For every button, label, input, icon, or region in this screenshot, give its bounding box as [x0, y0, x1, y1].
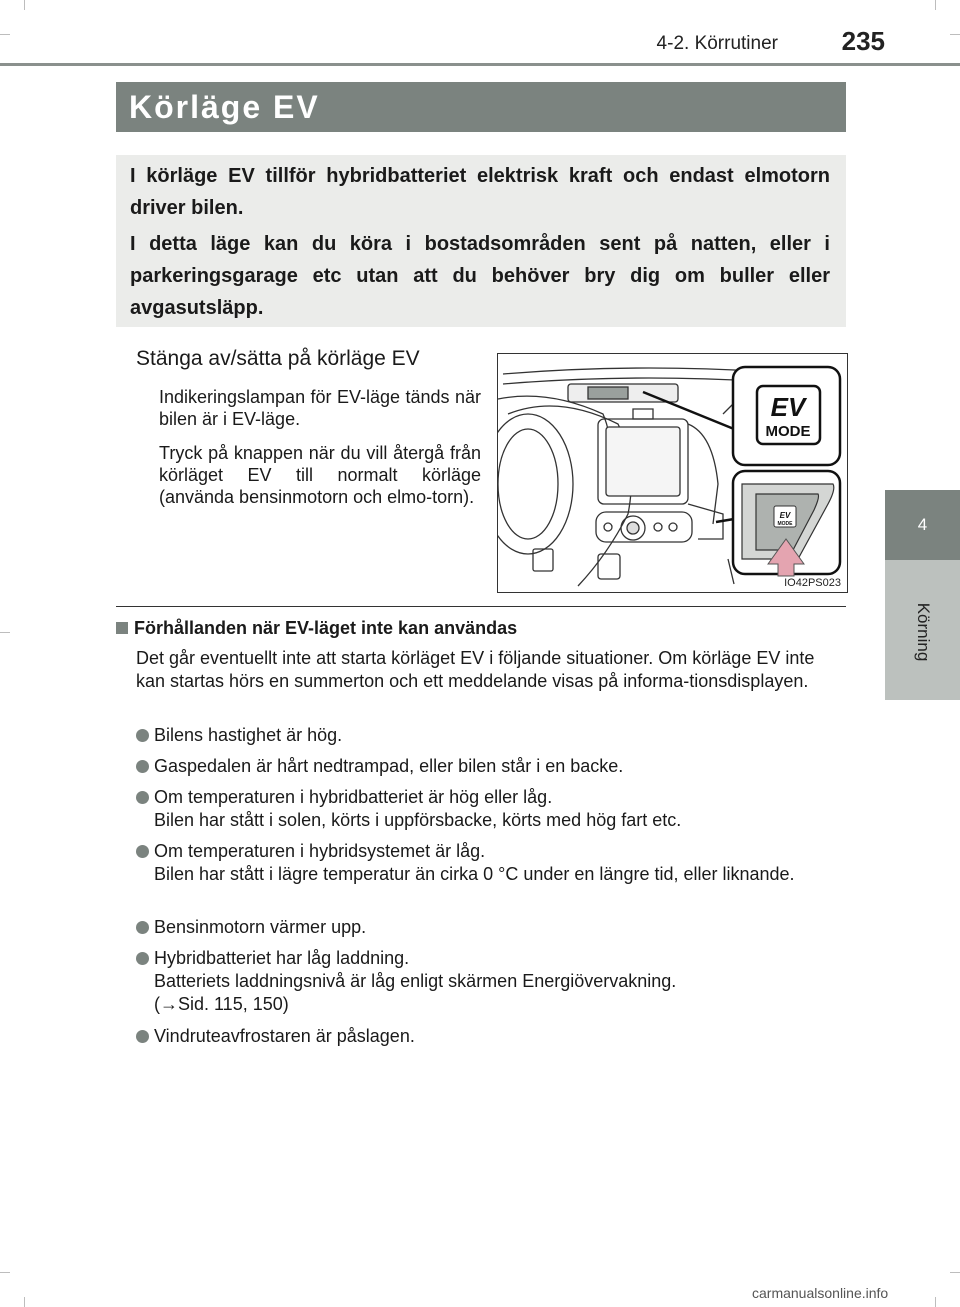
- list-item-text: Om temperaturen i hybridbatteriet är hög eller låg.: [154, 787, 553, 807]
- mode-icon-label: MODE: [765, 423, 811, 440]
- page-reference: (→Sid. 115, 150): [154, 994, 289, 1014]
- list-item-detail: Batteriets laddningsnivå är låg enligt skärmen Energiövervakning.: [154, 971, 677, 991]
- bullet-dot-icon: [136, 791, 149, 804]
- ev-mode-illustration: [497, 353, 848, 593]
- crop-mark: [0, 34, 10, 35]
- list-item-text: Gaspedalen är hårt nedtrampad, eller bilen står i en backe.: [154, 756, 624, 776]
- bullet-dot-icon: [136, 921, 149, 934]
- bullet-dot-icon: [136, 1030, 149, 1043]
- list-item-text: Bensinmotorn värmer upp.: [154, 917, 367, 937]
- header-rule: [0, 63, 960, 66]
- list-item-text: Vindruteavfrostaren är påslagen.: [154, 1026, 415, 1046]
- list-item-detail: Bilen har stått i solen, körts i uppförsbacke, körts med hög fart etc.: [154, 810, 682, 830]
- conditions-heading: [116, 618, 517, 639]
- dashboard-drawing: [498, 354, 847, 592]
- crop-mark: [24, 0, 25, 10]
- bullet-dot-icon: [136, 952, 149, 965]
- section-title-bar: [116, 82, 846, 132]
- step-note-indicator: Indikeringslampan för EV-läge tänds när bilen är i EV-läge.: [159, 387, 481, 429]
- crop-mark: [935, 1297, 936, 1307]
- footer-watermark: carmanualsonline.info: [752, 1285, 889, 1301]
- chapter-tab-label: [885, 560, 960, 700]
- list-item: [136, 786, 848, 832]
- divider: [116, 606, 846, 607]
- crop-mark: [935, 0, 936, 10]
- crop-mark: [950, 1272, 960, 1273]
- step-heading: Stänga av/sätta på körläge EV: [136, 347, 420, 370]
- intro-paragraph-2: I detta läge kan du köra i bostadsområden sent på natten, eller i parkeringsgarage etc utan att du behöver bry dig om buller eller avgasutsläpp.: [130, 233, 830, 319]
- image-code: IO42PS023: [784, 577, 841, 589]
- step-note-return: Tryck på knappen när du vill återgå från körläget EV till normalt körläge (använda bensinmotorn och elmo-torn).: [159, 443, 481, 507]
- bullet-dot-icon: [136, 729, 149, 742]
- list-item-text: Hybridbatteriet har låg laddning.: [154, 948, 410, 968]
- section-title: Körläge EV: [129, 89, 320, 125]
- crop-mark: [0, 1272, 10, 1273]
- bullet-dot-icon: [136, 760, 149, 773]
- list-item: [136, 947, 848, 1016]
- bullet-dot-icon: [136, 845, 149, 858]
- list-item: [136, 755, 848, 778]
- mode-button-label: MODE: [777, 521, 793, 527]
- chapter-tab-number: 4: [885, 490, 960, 560]
- list-item: [136, 916, 848, 939]
- conditions-text: Det går eventuellt inte att starta körläget EV i följande situationer. Om körläge EV inte kan startas hörs en summerton och ett meddelande visas på informa-tionsdisplayen.: [136, 648, 815, 691]
- list-item-detail: Bilen har stått i lägre temperatur än cirka 0 °C under en längre tid, eller liknande.: [154, 864, 795, 884]
- list-item: [136, 724, 848, 747]
- intro-paragraph-1: I körläge EV tillför hybridbatteriet elektrisk kraft och endast elmotorn driver bilen.: [130, 165, 830, 219]
- intro-box: [116, 155, 846, 327]
- ev-button-label: EV: [779, 511, 791, 520]
- square-bullet-icon: [116, 622, 128, 634]
- chapter-tab-text: Körning: [913, 602, 933, 662]
- crop-mark: [24, 1297, 25, 1307]
- crop-mark: [950, 34, 960, 35]
- section-label: 4-2. Körrutiner: [656, 33, 778, 54]
- list-item-text: Bilens hastighet är hög.: [154, 725, 343, 745]
- page-number: 235: [841, 26, 885, 56]
- conditions-heading-text: Förhållanden när EV-läget inte kan användas: [134, 618, 518, 638]
- list-item: [136, 1025, 848, 1048]
- list-item-text: Om temperaturen i hybridsystemet är låg.: [154, 841, 486, 861]
- crop-mark: [0, 632, 10, 633]
- ev-icon-label: EV: [770, 392, 806, 422]
- list-item: [136, 840, 848, 886]
